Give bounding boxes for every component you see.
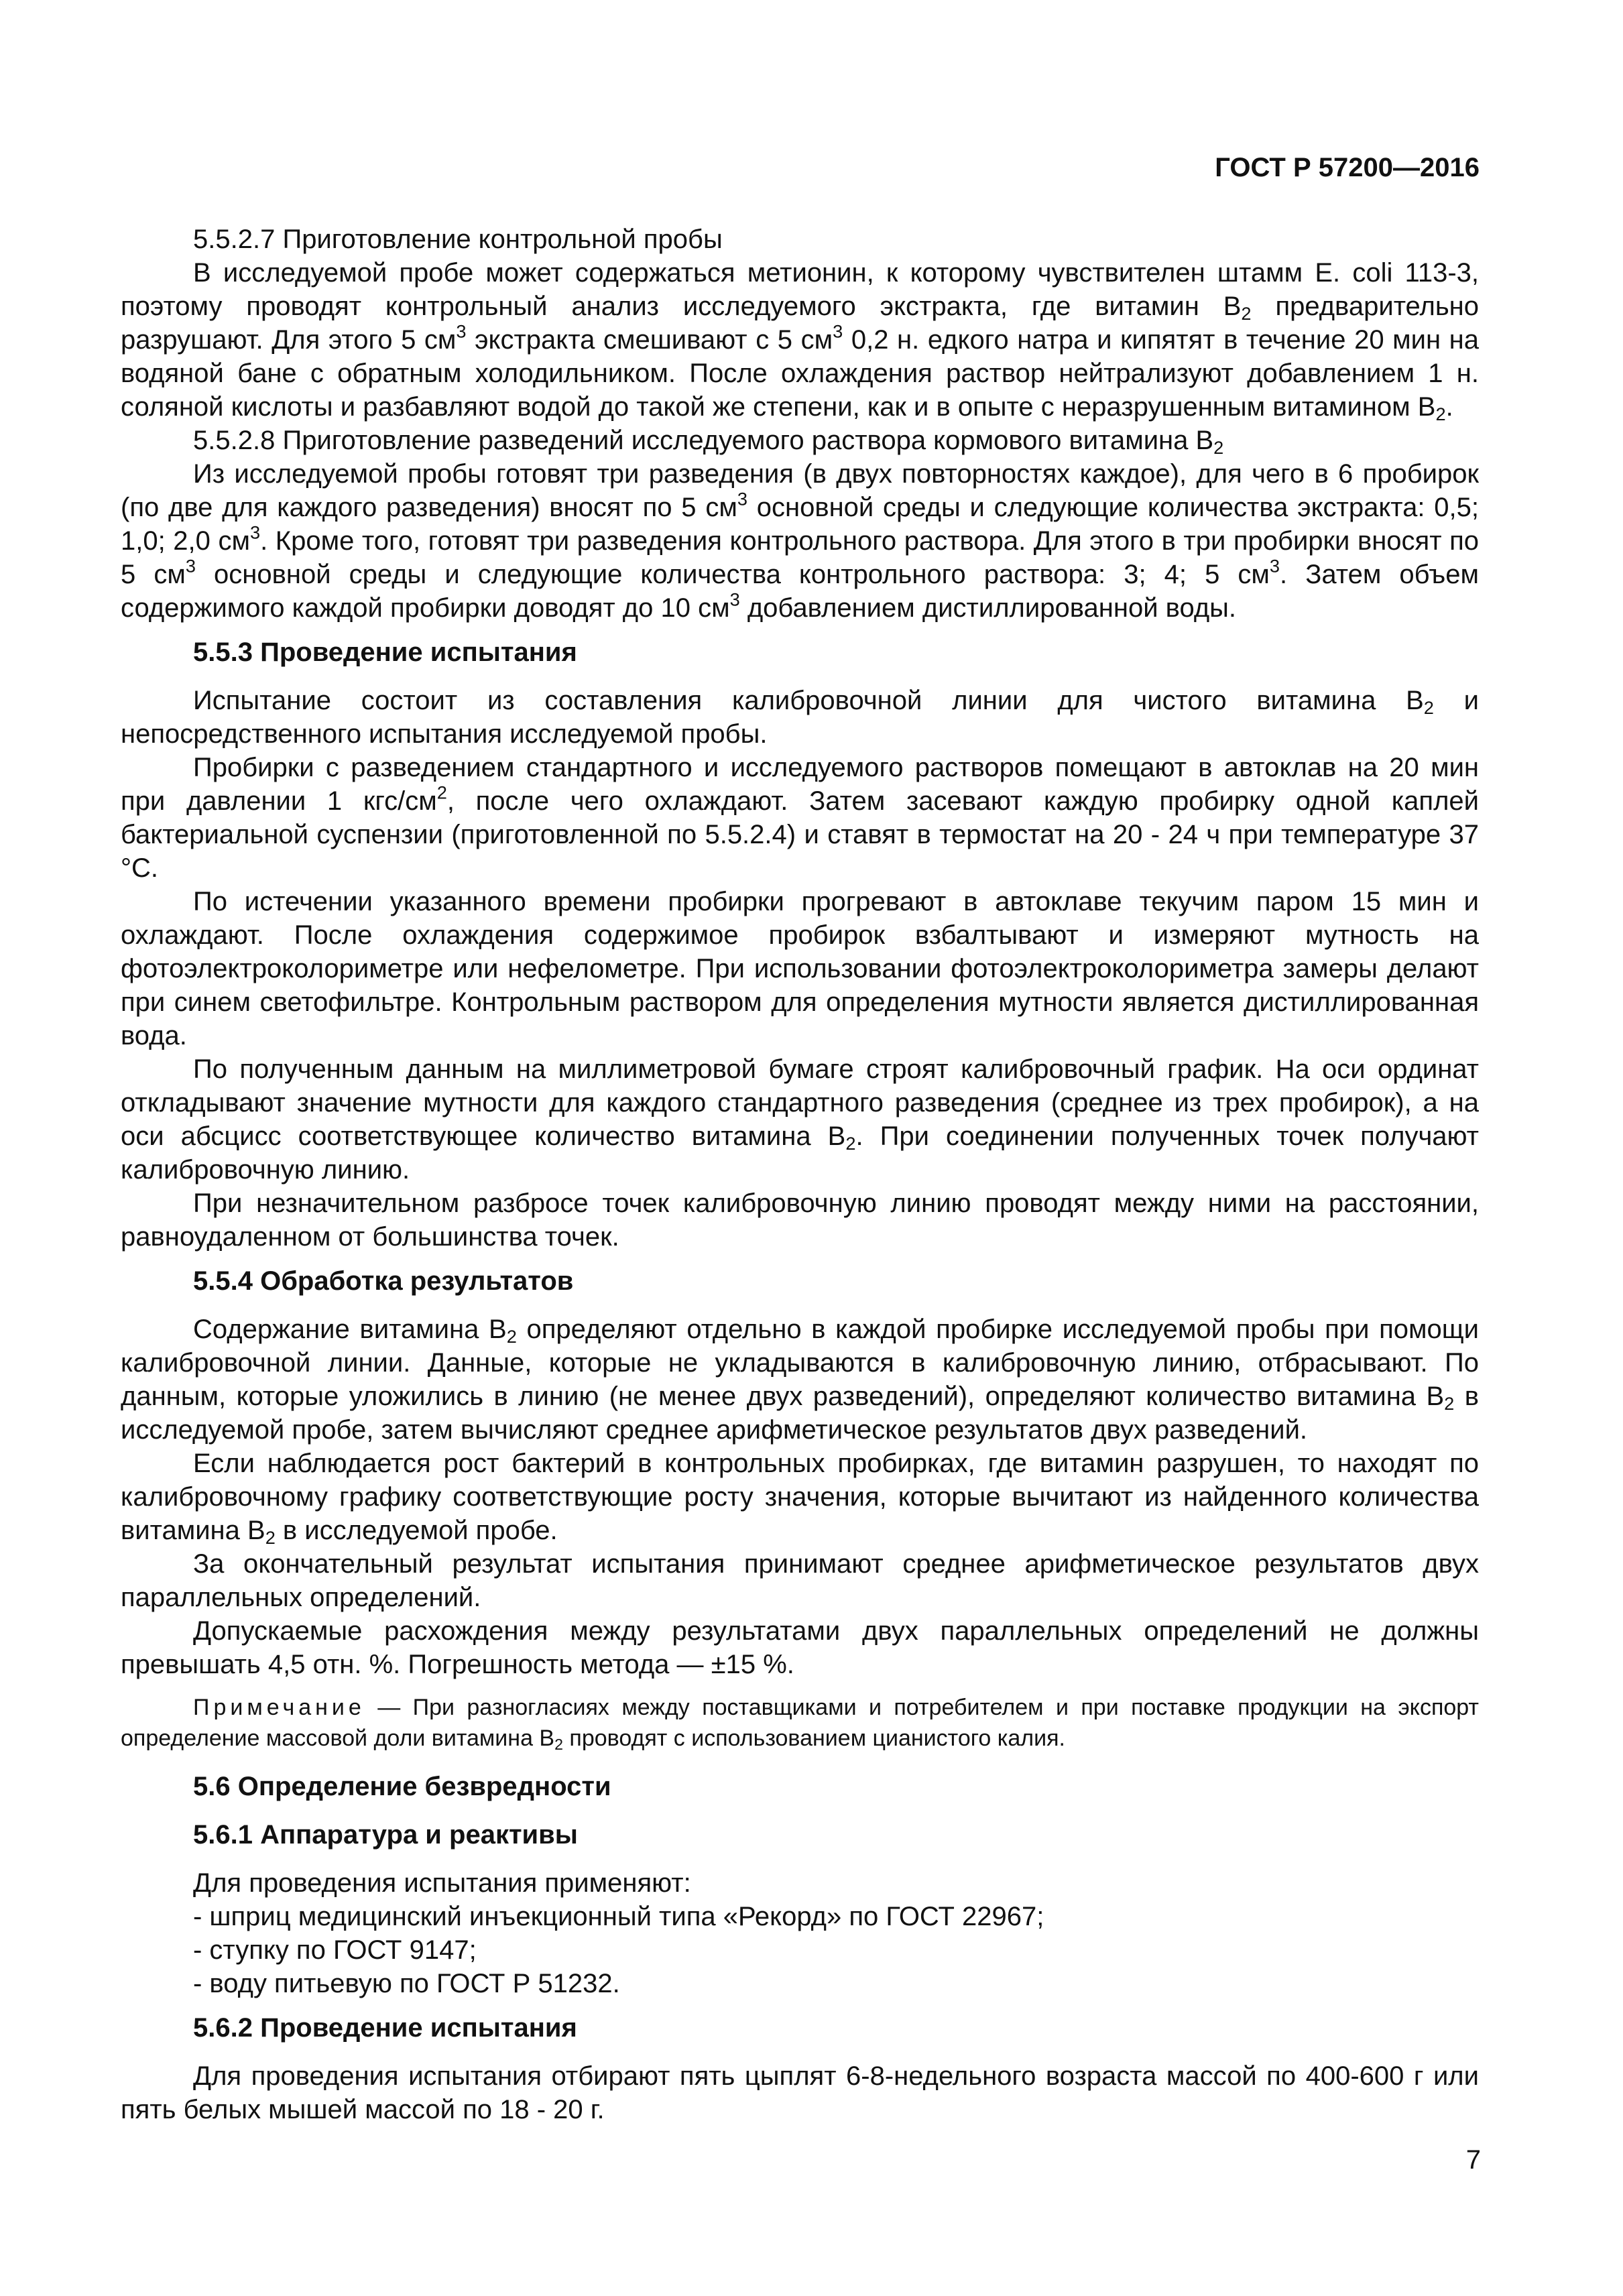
paragraph-final-result: За окончательный результат испытания принимают среднее арифметическое результатов двух параллельных определений.: [121, 1549, 1479, 1612]
section-heading-5-6-2: 5.6.2 Проведение испытания: [193, 2013, 577, 2043]
note: Примечание — При разногласиях между поставщиками и потребителем и при поставке продукции на экспорт определение массовой доли витамина $B_2$ проводят с использованием цианистого калия.: [121, 1695, 1479, 1753]
paragraph-test-animals: Для проведения испытания отбирают пять цыплят 6-8-недельного возраста массой по 400-600 г или пять белых мышей массой по 18 - 20 г.: [121, 2061, 1479, 2124]
section-heading-5-6: 5.6 Определение безвредности: [193, 1772, 611, 1801]
section-heading-5-5-4: 5.5.4 Обработка результатов: [193, 1266, 574, 1296]
paragraph-turbidity: По истечении указанного времени пробирки прогревают в автоклаве текучим паром 15 мин и охлаждают. После охлаждения содержимое пробирок взбалтывают и измеряют мутность на фотоэлектроколориметре или нефелометре. При использовании фотоэлектроколориметра замеры делают при синем светофильтре. Контрольным раствором для определения мутности является дистиллированная вода.: [121, 887, 1479, 1050]
section-title-5-5-2-8: 5.5.2.8 Приготовление разведений исследуемого раствора кормового витамина $B_2$: [193, 426, 1224, 458]
paragraph-vitamin-content: Содержание витамина $B_2$ определяют отдельно в каждой пробирке исследуемой пробы при помощи калибровочной линии. Данные, которые не укладываются в калибровочную линию, отбрасывают. По данным, которые уложились в линию (не менее двух разведений), определяют количество витамина $B_2$ в исследуемой пробе, затем вычисляют среднее арифметическое результатов двух разведений.: [121, 1315, 1479, 1445]
section-title-5-5-2-7: 5.5.2.7 Приготовление контрольной пробы: [193, 225, 723, 254]
page-number: 7: [1465, 2145, 1481, 2175]
paragraph-test-composition: Испытание состоит из составления калибровочной линии для чистого витамина $B_2$ и непосредственного испытания исследуемой пробы.: [121, 686, 1479, 749]
paragraph-calibration-graph: По полученным данным на миллиметровой бумаге строят калибровочный график. На оси ординат откладывают значение мутности для каждого стандартного разведения (среднее из трех пробирок), а на оси абсцисс соответствующее количество витамина $B_2$. При соединении полученных точек получают калибровочную линию.: [121, 1054, 1479, 1185]
paragraph-dilutions: Из исследуемой пробы готовят три разведения (в двух повторностях каждое), для чего в 6 пробирок (по две для каждого разведения) вносят по 5 $см^3$ основной среды и следующие количества экстракта: 0,5; 1,0; 2,0 $см^3$. Кроме того, готовят три разведения контрольного раствора. Для этого в три пробирки вносят по 5 $см^3$ основной среды и следующие количества контрольного раствора: 3; 4; 5 $см^3$. Затем объем содержимого каждой пробирки доводят до 10 $см^3$ добавлением дистиллированной воды.: [121, 459, 1480, 623]
paragraph-control-sample: В исследуемой пробе может содержаться метионин, к которому чувствителен штамм E. coli 113-3, поэтому проводят контрольный анализ исследуемого экстракта, где витамин $B_2$ предварительно разрушают. Для этого 5 $см^3$ экстракта смешивают с 5 $см^3$ 0,2 н. едкого натра и кипятят в течение 20 мин на водяной бане с обратным холодильником. После охлаждения раствор нейтрализуют добавлением 1 н. соляной кислоты и разбавляют водой до такой же степени, как и в опыте с неразрушенным витамином $B_2$.: [121, 258, 1479, 424]
document-id: ГОСТ Р 57200—2016: [1215, 153, 1480, 182]
list-item: - ступку по ГОСТ 9147;: [193, 1935, 477, 1965]
paragraph-tolerances: Допускаемые расхождения между результатами двух параллельных определений не должны превышать 4,5 отн. %. Погрешность метода — ±15 %.: [121, 1616, 1479, 1679]
note-label: Примечание: [193, 1695, 365, 1720]
list-item: - воду питьевую по ГОСТ Р 51232.: [193, 1969, 620, 1998]
paragraph-bacteria-growth: Если наблюдается рост бактерий в контрольных пробирках, где витамин разрушен, то находят по калибровочному графику соответствующие росту значения, которые вычитают из найденного количества витамина $B_2$ в исследуемой пробе.: [121, 1449, 1479, 1548]
paragraph-apparatus-intro: Для проведения испытания применяют:: [193, 1868, 691, 1898]
paragraph-calibration-line: При незначительном разбросе точек калибровочную линию проводят между ними на расстоянии, равноудаленном от большинства точек.: [121, 1189, 1479, 1252]
list-item: - шприц медицинский инъекционный типа «Рекорд» по ГОСТ 22967;: [193, 1902, 1044, 1931]
document-body: [121, 223, 1479, 2126]
section-heading-5-5-3: 5.5.3 Проведение испытания: [193, 638, 577, 667]
paragraph-autoclave: Пробирки с разведением стандартного и исследуемого растворов помещают в автоклав на 20 мин при давлении 1 кгс/$см^2$, после чего охлаждают. Затем засевают каждую пробирку одной каплей бактериальной суспензии (приготовленной по 5.5.2.4) и ставят в термостат на 20 - 24 ч при температуре 37 °С.: [121, 753, 1479, 883]
section-heading-5-6-1: 5.6.1 Аппаратура и реактивы: [193, 1820, 578, 1850]
